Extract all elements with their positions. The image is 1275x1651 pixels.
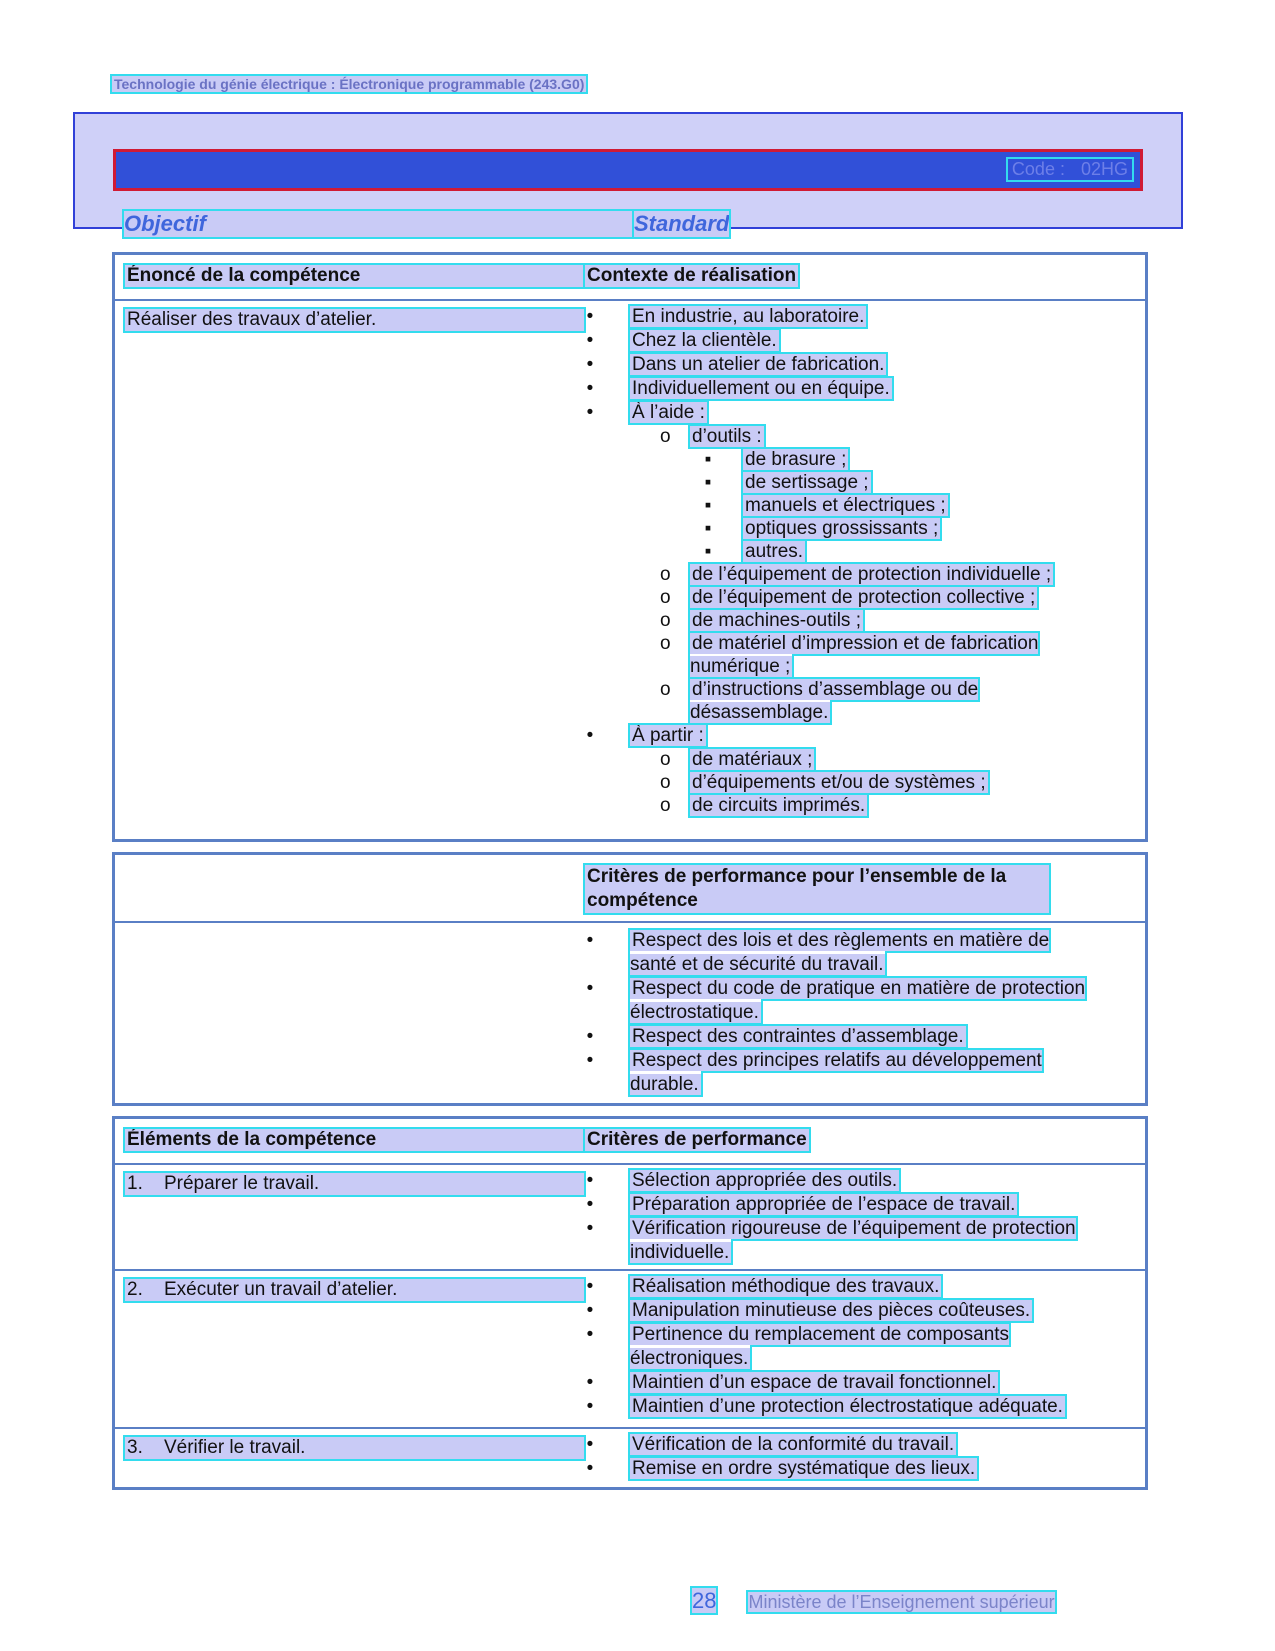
enonce-heading: Énoncé de la compétence <box>125 265 584 287</box>
list-item: • Pertinence du remplacement de composants électroniques. <box>585 1323 1070 1371</box>
criteria-list <box>585 1433 1125 1481</box>
list-item: • Vérification rigoureuse de l’équipement de protection individuelle. <box>585 1217 1130 1265</box>
table-row <box>115 1427 1145 1487</box>
list-item: • Dans un atelier de fabrication. <box>585 353 1125 377</box>
table-criteres-ensemble <box>112 852 1148 1106</box>
competency-title-bar <box>113 149 1143 191</box>
list-item: • Respect des lois et des règlements en matière de santé et de sécurité du travail. <box>585 929 1090 977</box>
list-item: o de l’équipement de protection individuelle ; <box>660 563 1125 586</box>
code-value: 02HG <box>1080 159 1128 179</box>
criteria-list <box>585 1275 1125 1419</box>
list-item: ▪ de sertissage ; <box>703 471 1125 494</box>
page-number: 28 <box>692 1588 717 1613</box>
title-block <box>73 112 1183 236</box>
list-item: ▪ de brasure ; <box>703 448 1125 471</box>
list-item: • Réalisation méthodique des travaux. <box>585 1275 1125 1299</box>
table-row <box>115 921 1145 1103</box>
code-label-group <box>1008 159 1132 180</box>
list-item: o d’équipements et/ou de systèmes ; <box>660 771 1125 794</box>
table-row <box>115 299 1145 839</box>
table-header-row <box>115 255 1145 299</box>
elements-heading: Éléments de la compétence <box>125 1129 584 1151</box>
list-item: • Préparation appropriée de l’espace de travail. <box>585 1193 1125 1217</box>
element-1: 1. Préparer le travail. <box>125 1173 584 1195</box>
element-2: 2. Exécuter un travail d’atelier. <box>125 1279 584 1301</box>
contexte-list <box>585 305 1125 817</box>
ministry-name: Ministère de l’Enseignement supérieur <box>748 1592 1055 1612</box>
table-enonce-contexte <box>112 252 1148 842</box>
table-row <box>115 1163 1145 1269</box>
list-item: ▪ optiques grossissants ; <box>703 517 1125 540</box>
list-item: o de l’équipement de protection collective ; <box>660 586 1125 609</box>
list-item: • Sélection appropriée des outils. <box>585 1169 1125 1193</box>
criteres-ensemble-heading: Critères de performance pour l’ensemble de la compétence <box>585 865 1049 913</box>
list-item: o de machines-outils ; <box>660 609 1125 632</box>
list-item: • Vérification de la conformité du travail. <box>585 1433 1125 1457</box>
contexte-heading: Contexte de réalisation <box>587 265 797 286</box>
list-item: • En industrie, au laboratoire. <box>585 305 1125 329</box>
list-item: • Individuellement ou en équipe. <box>585 377 1125 401</box>
standard-heading: Standard <box>634 211 730 236</box>
criteres-ensemble-list <box>585 929 1125 1097</box>
list-item: • Respect du code de pratique en matière de protection électrostatique. <box>585 977 1125 1025</box>
list-item: o d’instructions d’assemblage ou de désassemblage. <box>660 678 1020 724</box>
code-label: Code : <box>1011 159 1065 179</box>
list-item: • Respect des principes relatifs au développement durable. <box>585 1049 1105 1097</box>
criteria-list <box>585 1169 1125 1265</box>
table-row <box>115 1269 1145 1427</box>
list-item: • Maintien d’un espace de travail fonctionnel. <box>585 1371 1125 1395</box>
list-item: • Manipulation minutieuse des pièces coûteuses. <box>585 1299 1125 1323</box>
criteres-heading: Critères de performance <box>587 1129 807 1150</box>
list-item: o d’outils : ▪ de brasure ; ▪ de sertissage ; ▪ manuels et électriques ; ▪ optiques grossissants ; ▪ autres. <box>660 425 1125 563</box>
list-item: • Respect des contraintes d’assemblage. <box>585 1025 1125 1049</box>
table-header-row <box>115 1119 1145 1163</box>
list-item: o de circuits imprimés. <box>660 794 1125 817</box>
list-item: o de matériaux ; <box>660 748 1125 771</box>
list-item: ▪ manuels et électriques ; <box>703 494 1125 517</box>
list-item: • À l’aide : o d’outils : ▪ de brasure ; ▪ de sertissage ; ▪ manuels et électriques ; ▪ optiques grossissants ; ▪ autres. o de l’équipement de protection individuelle ; o de l’équipement de protection collective ; o de machines-outils ; o de matériel d’impression et de fabrication numérique ; o d’instructions d’assemblage ou de désassemblage. <box>585 401 1125 724</box>
element-3: 3. Vérifier le travail. <box>125 1437 584 1459</box>
list-item: • Remise en ordre systématique des lieux. <box>585 1457 1125 1481</box>
page-footer <box>692 1588 1055 1614</box>
list-item: • Maintien d’une protection électrostatique adéquate. <box>585 1395 1125 1419</box>
list-item: ▪ autres. <box>703 540 1125 563</box>
list-item: • Chez la clientèle. <box>585 329 1125 353</box>
objectif-heading: Objectif <box>124 211 639 237</box>
enonce-text: Réaliser des travaux d’atelier. <box>125 309 584 331</box>
table-header-row <box>115 855 1145 921</box>
list-item: o de matériel d’impression et de fabrication numérique ; <box>660 632 1070 678</box>
list-item: • À partir : o de matériaux ; o d’équipements et/ou de systèmes ; o de circuits imprimés. <box>585 724 1125 817</box>
running-header: Technologie du génie électrique : Électronique programmable (243.G0) <box>114 76 585 92</box>
table-elements-criteres <box>112 1116 1148 1490</box>
